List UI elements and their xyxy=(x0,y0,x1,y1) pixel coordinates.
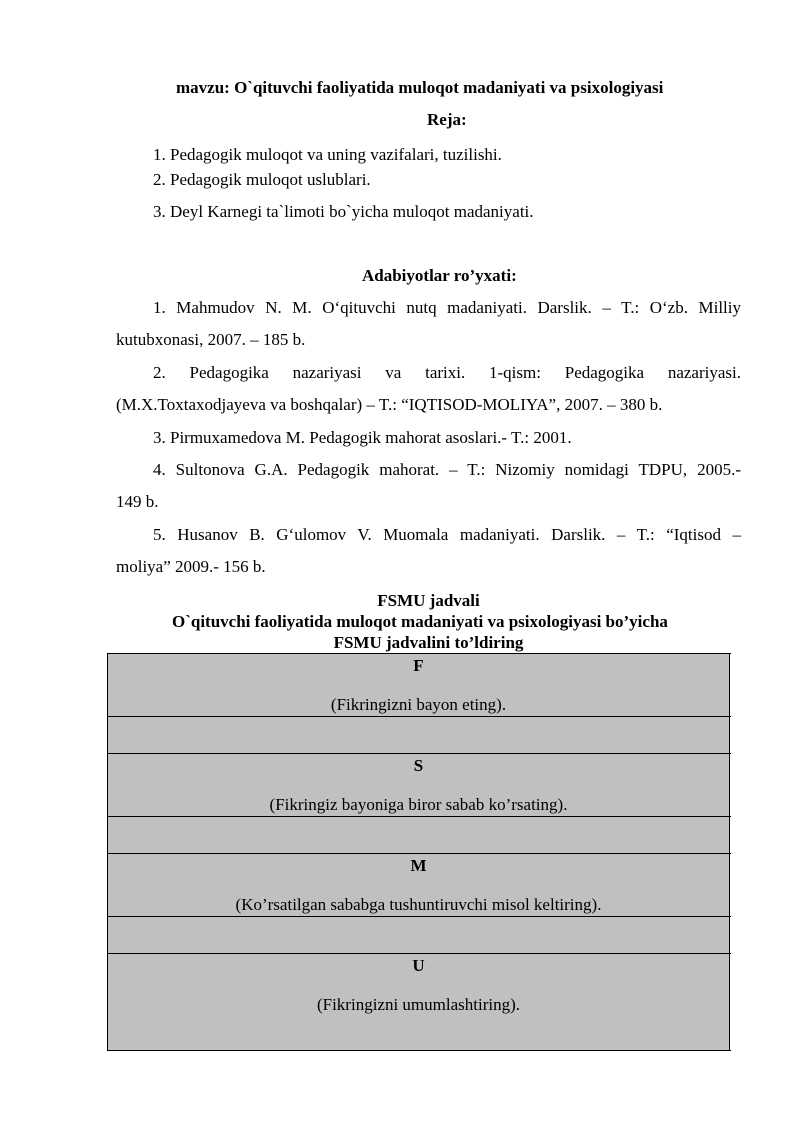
fsmu-title: FSMU jadvali xyxy=(377,591,480,610)
plan-item: 2. Pedagogik muloqot uslublari. xyxy=(153,170,371,189)
fsmu-row-f xyxy=(107,653,730,716)
fsmu-subtitle: FSMU jadvalini to’ldiring xyxy=(333,633,524,652)
reference-item-1-line2: kutubxonasi, 2007. – 185 b. xyxy=(116,330,306,349)
table-border xyxy=(107,916,731,917)
plan-item: 3. Deyl Karnegi ta`limoti bo`yicha muloqot madaniyati. xyxy=(153,202,534,221)
table-border xyxy=(107,1050,731,1051)
fsmu-letter: S xyxy=(413,756,424,775)
fsmu-answer-s[interactable] xyxy=(107,816,730,853)
reference-item-2-line2: (M.X.Toxtaxodjayeva va boshqalar) – T.: “IQTISOD-MOLIYA”, 2007. – 380 b. xyxy=(116,395,663,414)
table-border xyxy=(107,853,731,854)
fsmu-prompt: (Ko’rsatilgan sababga tushuntiruvchi misol keltiring). xyxy=(235,895,602,914)
fsmu-prompt: (Fikringizni bayon eting). xyxy=(330,695,507,714)
fsmu-prompt: (Fikringiz bayoniga biror sabab ko’rsating). xyxy=(269,795,568,814)
reference-item-4-line1: 4. Sultonova G.A. Pedagogik mahorat. – T.: Nizomiy nomidagi TDPU, 2005.- xyxy=(153,460,741,479)
table-border xyxy=(107,816,731,817)
reference-item-3: 3. Pirmuxamedova M. Pedagogik mahorat asoslari.- T.: 2001. xyxy=(153,428,572,447)
fsmu-subtitle: O`qituvchi faoliyatida muloqot madaniyati va psixologiyasi bo’yicha xyxy=(172,612,668,631)
references-heading: Adabiyotlar ro’yxati: xyxy=(362,266,517,285)
reference-item-2-line1: 2. Pedagogika nazariyasi va tarixi. 1-qism: Pedagogika nazariyasi. xyxy=(153,363,741,382)
plan-heading: Reja: xyxy=(427,110,467,129)
fsmu-row-s xyxy=(107,753,730,816)
fsmu-answer-m[interactable] xyxy=(107,916,730,953)
table-border xyxy=(107,653,731,654)
fsmu-row-u xyxy=(107,953,730,1050)
table-border xyxy=(107,716,731,717)
table-border xyxy=(107,753,731,754)
fsmu-letter: M xyxy=(410,856,427,875)
reference-item-1-line1: 1. Mahmudov N. M. O‘qituvchi nutq madaniyati. Darslik. – T.: O‘zb. Milliy xyxy=(153,298,741,317)
reference-item-4-line2: 149 b. xyxy=(116,492,159,511)
fsmu-row-m xyxy=(107,853,730,916)
table-border xyxy=(107,953,731,954)
fsmu-letter: U xyxy=(412,956,425,975)
fsmu-letter: F xyxy=(413,656,424,675)
fsmu-answer-f[interactable] xyxy=(107,716,730,753)
reference-item-5-line2: moliya” 2009.- 156 b. xyxy=(116,557,266,576)
document-title: mavzu: O`qituvchi faoliyatida muloqot madaniyati va psixologiyasi xyxy=(176,78,664,97)
reference-item-5-line1: 5. Husanov B. G‘ulomov V. Muomala madaniyati. Darslik. – T.: “Iqtisod – xyxy=(153,525,741,544)
fsmu-prompt: (Fikringizni umumlashtiring). xyxy=(316,995,521,1014)
plan-item: 1. Pedagogik muloqot va uning vazifalari, tuzilishi. xyxy=(153,145,502,164)
